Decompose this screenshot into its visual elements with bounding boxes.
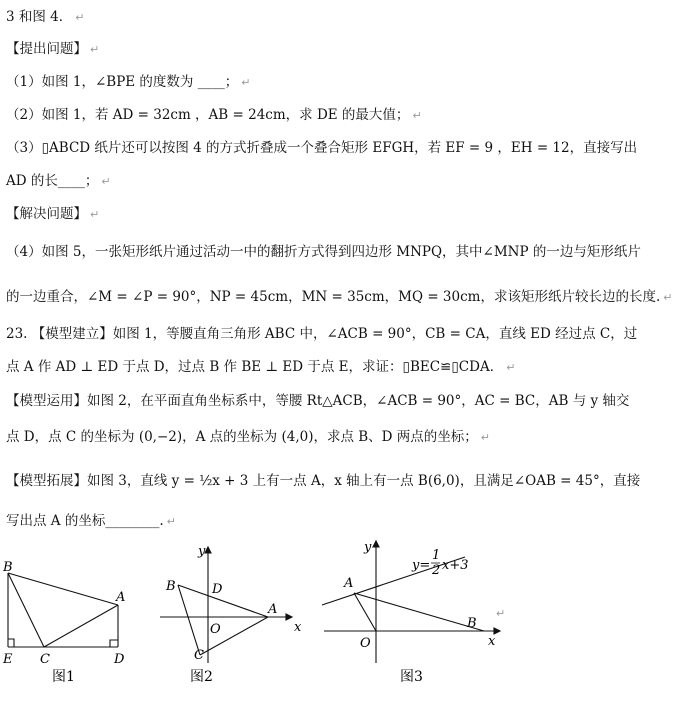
fig3-caption: 图3 <box>400 669 423 685</box>
text-line-3: （1）如图 1，∠BPE 的度数为 ____； ↵ <box>6 74 251 90</box>
fig2-point-A: A <box>268 602 278 617</box>
text-line-9: 的一边重合，∠M = ∠P = 90°，NP = 45cm，MN = 35cm，MQ = 30cm，求该矩形纸片较长边的长度. ↵ <box>6 289 673 305</box>
text-line-7: 【解决问题】 ↵ <box>6 206 100 222</box>
text-line-2: 【提出问题】 ↵ <box>6 41 100 57</box>
text-line-11: 点 A 作 AD ⊥ ED 于点 D，过点 B 作 BE ⊥ ED 于点 E，求证：▯BEC≌▯CDA． ↵ <box>6 359 516 375</box>
svg-text:x+3: x+3 <box>442 558 469 573</box>
fig2-caption: 图2 <box>190 669 213 685</box>
fig2-axis-y: y <box>198 544 206 559</box>
text-line-14: 【模型拓展】如图 3，直线 y = ½x + 3 上有一点 A，x 轴上有一点 B(6,0)，且满足∠OAB = 45°，直接 <box>6 473 641 489</box>
fig3-line-label <box>411 548 469 578</box>
fig1-caption: 图1 <box>52 669 75 685</box>
fig3-axis-y: y <box>364 540 372 555</box>
text-line-5: （3）▯ABCD 纸片还可以按图 4 的方式折叠成一个叠合矩形 EFGH，若 EF = 9 ，EH = 12，直接写出 <box>6 140 638 156</box>
text-line-4: （2）如图 1，若 AD = 32cm ，AB = 24cm，求 DE 的最大值； ↵ <box>6 107 422 123</box>
text-line-1: 3 和图 4． ↵ <box>6 9 85 25</box>
fig1-point-B: B <box>3 560 13 575</box>
text-line-10: 23. 【模型建立】如图 1，等腰直角三角形 ABC 中，∠ACB = 90°，CB = CA，直线 ED 经过点 C，过 <box>6 326 638 342</box>
fig3-point-B: B <box>467 616 477 631</box>
figures-area <box>0 535 695 702</box>
fig2-point-B: B <box>166 579 176 594</box>
svg-text:y=: y= <box>412 558 431 573</box>
figure-1 <box>8 573 118 647</box>
fig3-axis-x: x <box>488 634 496 649</box>
fig2-point-O: O <box>210 622 221 637</box>
figure-3 <box>322 541 500 663</box>
text-line-13: 点 D，点 C 的坐标为 (0,−2)，A 点的坐标为 (4,0)，求点 B、D 两点的坐标； ↵ <box>6 429 491 445</box>
fig3-point-O: O <box>360 636 371 651</box>
text-line-8: （4）如图 5，一张矩形纸片通过活动一中的翻折方式得到四边形 MNPQ，其中∠MNP 的一边与矩形纸片 <box>6 244 641 260</box>
svg-text:2: 2 <box>432 563 441 578</box>
fig2-point-C: C <box>194 648 204 663</box>
fig2-axis-x: x <box>294 620 302 635</box>
fig1-point-D: D <box>114 652 125 667</box>
text-line-6: AD 的长____； ↵ <box>6 173 111 189</box>
text-line-12: 【模型运用】如图 2，在平面直角坐标系中，等腰 Rt△ACB，∠ACB = 90°，AC = BC，AB 与 y 轴交 <box>6 393 630 409</box>
fig2-point-D: D <box>212 582 223 597</box>
fig3-point-A: A <box>344 576 354 591</box>
text-line-15: 写出点 A 的坐标________. ↵ <box>6 513 176 529</box>
fig1-point-C: C <box>40 652 50 667</box>
fig1-point-E: E <box>3 652 13 667</box>
fig1-point-A: A <box>116 590 126 605</box>
svg-text:1: 1 <box>432 548 441 563</box>
return-mark: ↵ <box>496 607 506 620</box>
